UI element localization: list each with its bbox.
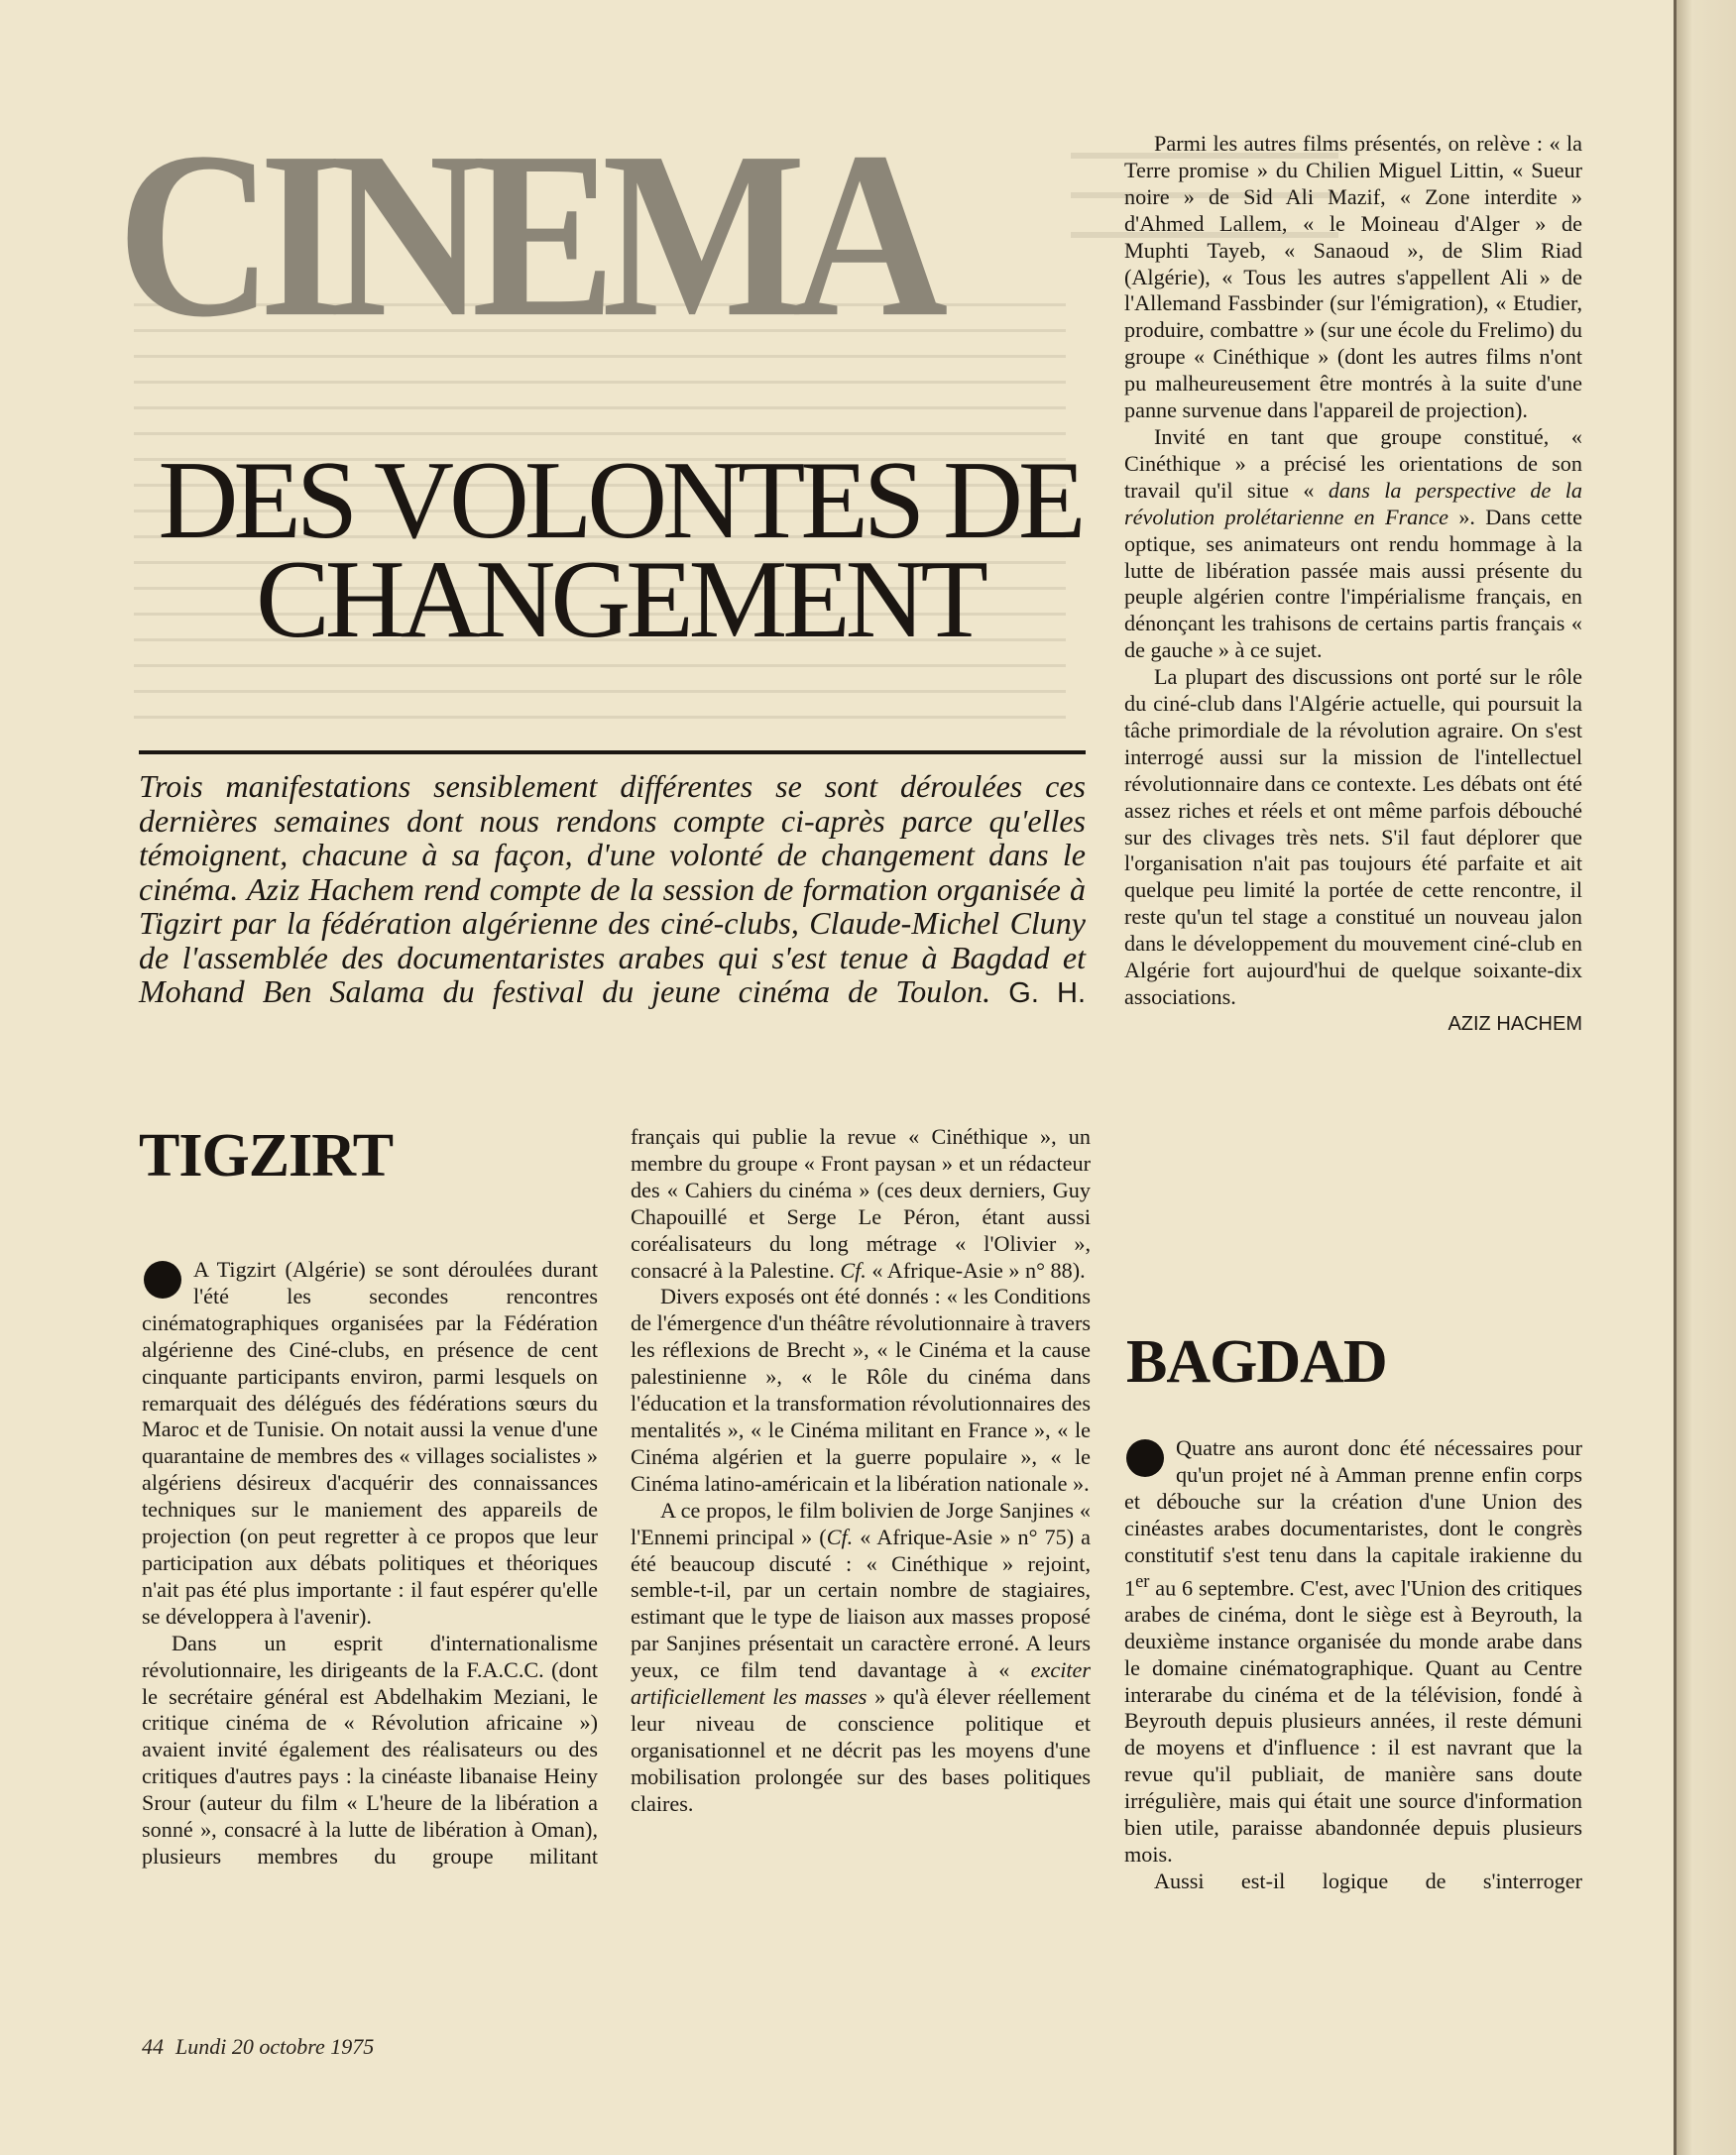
article-paragraph: Dans un esprit d'internationalisme révolutionnaire, les dirigeants de la F.A.C.C. (dont le secrétaire général est Abdelhakim Meziani, le critique cinéma de « Révolution africaine ») avaient invité également des réalisateurs ou des critiques d'autres pays : la cinéaste libanaise Heiny Srour (auteur du film « L'heure de la libération a sonné », consacré à la lutte de libération à Oman), plusieurs membres du groupe militant	[142, 1630, 598, 1869]
headline-line: DES VOLONTES DE	[158, 439, 1082, 562]
bullet-dot-icon	[144, 1261, 181, 1299]
article-column	[142, 1257, 598, 1871]
lead-signature: G. H.	[1008, 977, 1087, 1009]
byline: AZIZ HACHEM	[1447, 1012, 1582, 1035]
article-column	[1124, 131, 1582, 1038]
next-page-edge	[1674, 0, 1736, 2155]
article-column	[631, 1124, 1091, 1818]
article-paragraph: Parmi les autres films présentés, on relève : « la Terre promise » du Chilien Miguel Littin, « Sueur noire » de Sid Ali Mazif, « Zone interdite » d'Ahmed Lallem, « le Moineau d'Alger » de Muphti Tayeb, « Sanaoud », de Slim Riad (Algérie), « Tous les autres s'appellent Ali » de l'Allemand Fassbinder (sur l'émigration), « Etudier, produire, combattre » (sur une école du Frelimo) du groupe « Cinéthique » (dont les autres films n'ont pu malheureusement être montrés à la suite d'une panne survenue dans l'appareil de projection).	[1124, 131, 1582, 423]
lead-paragraph	[139, 769, 1086, 1011]
article-paragraph: Divers exposés ont été donnés : « les Conditions de l'émergence d'un théâtre révolutionnaire à travers les réflexions de Brecht », « le Cinéma et la cause palestinienne », « le Rôle du cinéma dans l'éducation et la transformation révolutionnaires des mentalités », « le Cinéma militant en France », « le Cinéma algérien et la guerre populaire », « le Cinéma latino-américain et la libération nationale ».	[631, 1284, 1091, 1496]
article-paragraph: Aussi est-il logique de s'interroger	[1154, 1868, 1582, 1893]
subheading-bagdad: BAGDAD	[1126, 1328, 1387, 1396]
article-paragraph: Invité en tant que groupe constitué, « Cinéthique » a précisé les orientations de son travail qu'il situe « dans la perspective de la révolution prolétarienne en France ». Dans cette optique, ses animateurs ont rendu hommage à la lutte de libération passée mais aussi présente du peuple algérien contre l'impérialisme français, en dénonçant les trahisons de certains partis français « de gauche » à ce sujet.	[1124, 423, 1583, 663]
page-number: 44	[142, 2034, 164, 2059]
bullet-dot-icon	[1126, 1439, 1164, 1477]
article-paragraph: La plupart des discussions ont porté sur le rôle du ciné-club dans l'Algérie actuelle, qui poursuit la tâche primordiale de la révolution agraire. On s'est interrogé aussi sur la mission de l'intellectuel révolutionnaire dans ce contexte. Les débats ont été assez riches et réels et ont même parfois débouché sur des clivages très nets. S'il faut déplorer que l'organisation n'ait pas toujours été parfaite et ait quelque peu limité la portée de cette rencontre, il reste qu'un tel stage a constitué un nouveau jalon dans le développement du mouvement ciné-club en Algérie fort aujourd'hui de quelque soixante-dix associations.	[1124, 664, 1582, 1009]
article-paragraph: Quatre ans auront donc été nécessaires pour qu'un projet né à Amman prenne enfin corps et débouche sur la création d'une Union des cinéastes arabes documentaristes, dont le congrès constitutif s'est tenu dans la capitale irakienne du 1er au 6 septembre. C'est, avec l'Union des critiques arabes de cinéma, dont le siège est à Beyrouth, la deuxième instance organisée du monde arabe dans le domaine cinématographique. Quant au Centre interarabe du cinéma et de la télévision, fondé à Beyrouth depuis plusieurs années, il reste démuni de moyens et d'influence : il est navrant que la revue qu'il publiait, de manière sans doute irrégulière, mais qui était une source d'information bien utile, paraisse abandonnée depuis plusieurs mois.	[1124, 1435, 1583, 1867]
lead-text: Trois manifestations sensiblement différentes se sont déroulées ces dernières semaines dont nous rendons compte ci-après parce qu'elles témoignent, chacune à sa façon, d'une volonté de changement dans le cinéma. Aziz Hachem rend compte de la session de formation organisée à Tigzirt par la fédération algérienne des ciné-clubs, Claude-Michel Cluny de l'assemblée des documentaristes arabes qui s'est tenue à Bagdad et Mohand Ben Salama du festival du jeune cinéma de Toulon.	[139, 768, 1086, 1009]
section-title: CINEMA	[117, 103, 935, 367]
article-column	[1124, 1435, 1582, 1895]
page-footer	[142, 2034, 374, 2060]
article-paragraph: français qui publie la revue « Cinéthique », un membre du groupe « Front paysan » et un rédacteur des « Cahiers du cinéma » (ces deux derniers, Guy Chapouillé et Serge Le Péron, étant aussi coréalisateurs du long métrage « l'Olivier », consacré à la Palestine. Cf. « Afrique-Asie » n° 88).	[631, 1124, 1091, 1283]
article-paragraph: A ce propos, le film bolivien de Jorge Sanjines « l'Ennemi principal » (Cf. « Afrique-Asie » n° 75) a été beaucoup discuté : « Cinéthique » rejoint, semble-t-il, par un certain nombre de stagiaires, estimant que le type de liaison aux masses proposé par Sanjines présentait un caractère erroné. A leurs yeux, ce film tend davantage à « exciter artificiellement les masses » qu'à élever réellement leur niveau de conscience politique et organisationnel et ne décrit pas les moyens d'une mobilisation prolongée sur des bases politiques claires.	[631, 1497, 1092, 1816]
article-paragraph: A Tigzirt (Algérie) se sont déroulées durant l'été les secondes rencontres cinématographiques organisées par la Fédération algérienne des Ciné-clubs, en présence de cent cinquante participants environ, parmi lesquels on remarquait des délégués des fédérations sœurs du Maroc et de Tunisie. On notait aussi la venue d'une quarantaine de membres des « villages socialistes » algériens désireux d'acquérir des connaissances techniques sur le maniement des appareils de projection (on peut regretter à ce propos que leur participation aux débats politiques et théoriques n'ait pas été plus importante : il faut espérer qu'elle se développera à l'avenir).	[142, 1257, 598, 1629]
subheading-tigzirt: TIGZIRT	[139, 1122, 394, 1190]
headline-line: CHANGEMENT	[256, 538, 984, 661]
issue-date: Lundi 20 octobre 1975	[175, 2034, 375, 2059]
divider-rule	[139, 750, 1086, 754]
headline	[139, 439, 1100, 661]
